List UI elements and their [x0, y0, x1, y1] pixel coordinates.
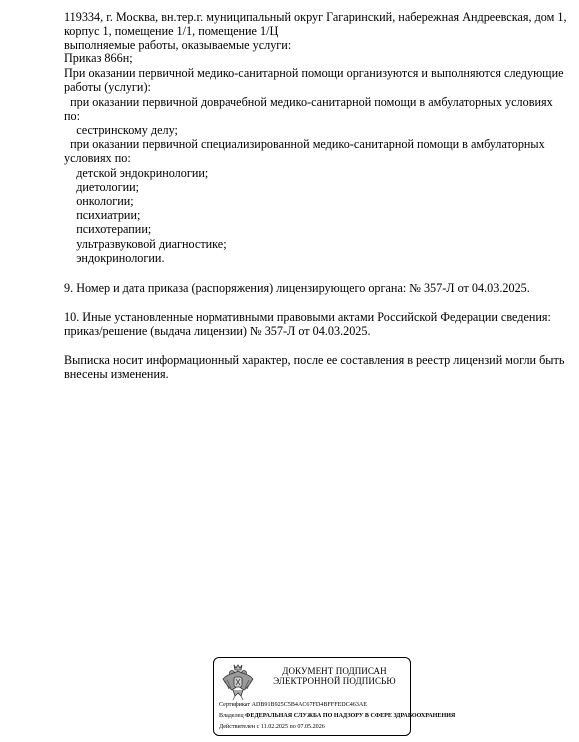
- other-info-line-1: 10. Иные установленные нормативными правовыми актами Российской Федерации сведения:: [64, 310, 551, 324]
- certificate-row: [219, 702, 409, 709]
- disclaimer-line-1: Выписка носит информационный характер, после ее составления в реестр лицензий могли быть: [64, 353, 565, 367]
- owner-label: Владелец: [219, 713, 244, 719]
- list-item: сестринскому делу;: [64, 123, 178, 137]
- specialized-care-line-1: при оказании первичной специализированной медико-санитарной помощи в амбулаторных: [64, 137, 545, 151]
- care-intro-line-1: При оказании первичной медико-санитарной помощи организуются и выполняются следующие: [64, 66, 564, 80]
- list-item: диетологии;: [64, 180, 140, 194]
- stamp-title-line-1: ДОКУМЕНТ ПОДПИСАН: [282, 666, 387, 676]
- specialized-care-line-2: условиях по:: [64, 151, 131, 165]
- works-heading: выполняемые работы, оказываемые услуги:: [64, 38, 292, 52]
- other-info-line-2: приказ/решение (выдача лицензии) № 357-Л от 04.03.2025.: [64, 324, 371, 338]
- primary-care-line-2: по:: [64, 109, 81, 123]
- list-item: эндокринологии.: [64, 251, 165, 265]
- address-line-1: 119334, г. Москва, вн.тер.г. муниципальный округ Гагаринский, набережная Андреевская, дом 1,: [64, 10, 567, 24]
- order-number-section: 9. Номер и дата приказа (распоряжения) лицензирующего органа: № 357-Л от 04.03.2025.: [64, 281, 530, 295]
- list-item: психиатрии;: [64, 208, 141, 222]
- list-item: психотерапии;: [64, 222, 152, 236]
- certificate-label: Сертификат: [219, 702, 251, 708]
- owner-row: [219, 713, 456, 720]
- order-reference: Приказ 866н;: [64, 51, 133, 65]
- list-item: детской эндокринологии;: [64, 166, 209, 180]
- list-item: онкологии;: [64, 194, 134, 208]
- validity-row: Действителен с 11.02.2025 по 07.05.2026: [219, 724, 325, 730]
- certificate-value: ADB91B925C5B4AC67FD4BFFFEDC463AE: [251, 702, 368, 708]
- electronic-signature-stamp: [213, 657, 456, 736]
- care-intro-line-2: работы (услуги):: [64, 80, 151, 94]
- primary-care-line-1: при оказании первичной доврачебной медико-санитарной помощи в амбулаторных условиях: [64, 95, 553, 109]
- owner-value: ФЕДЕРАЛЬНАЯ СЛУЖБА ПО НАДЗОРУ В СФЕРЕ ЗДРАВООХРАНЕНИЯ: [245, 713, 456, 719]
- stamp-title-line-2: ЭЛЕКТРОННОЙ ПОДПИСЬЮ: [273, 676, 396, 686]
- list-item: ультразвуковой диагностике;: [64, 237, 227, 251]
- address-line-2: корпус 1, помещение 1/1, помещение 1/Ц: [64, 24, 279, 38]
- coat-of-arms-icon: [221, 662, 255, 702]
- disclaimer-line-2: внесены изменения.: [64, 367, 169, 381]
